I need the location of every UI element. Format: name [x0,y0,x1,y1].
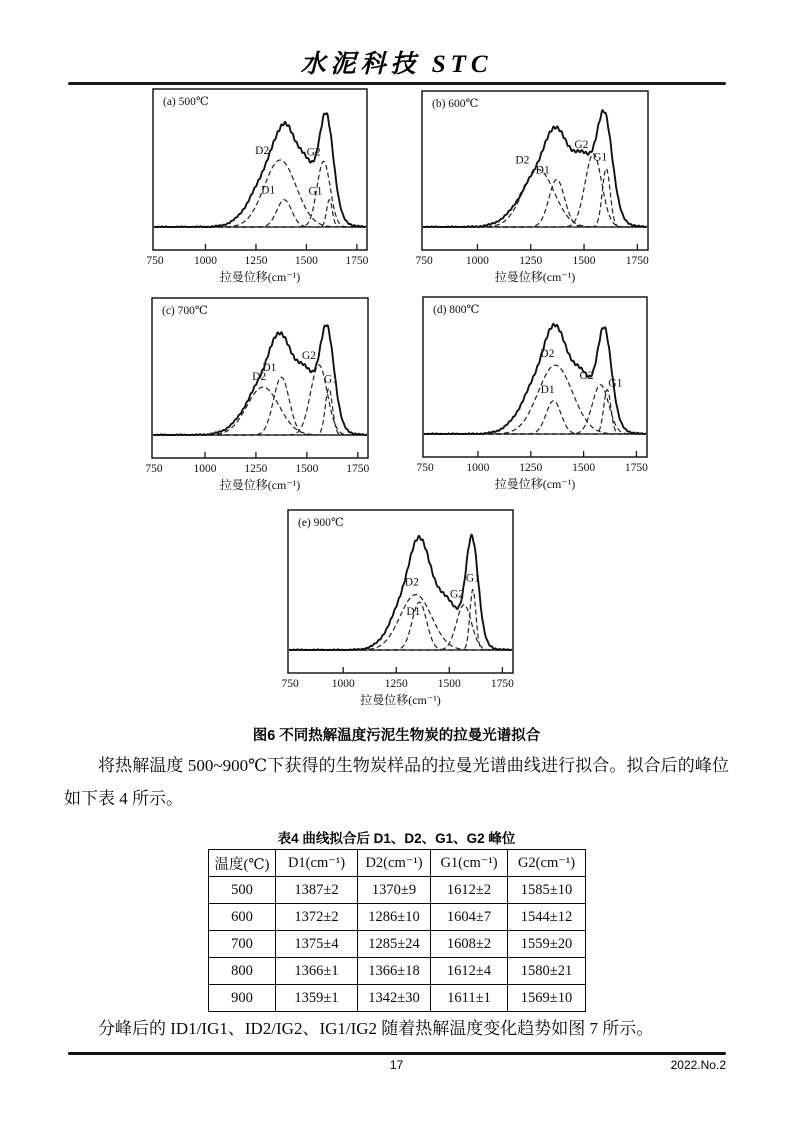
table-header-cell: 温度(℃) [209,850,276,877]
table-cell: 1366±18 [358,958,431,985]
table-row [209,904,586,931]
band-label-D1: D1 [261,184,276,197]
figure-6-caption: 图6 不同热解温度污泥生物炭的拉曼光谱拟合 [252,728,541,744]
band-label-D2: D2 [515,154,530,167]
x-tick-label: 750 [416,462,434,474]
raman-plot-d [397,289,673,497]
panel-label: (d) 800℃ [433,304,480,316]
experimental-curve [423,110,647,227]
raman-plot-c [126,290,394,498]
issue-label: 2022.No.2 [670,1058,726,1072]
raman-plot-b [396,83,674,290]
x-tick-label: 1500 [294,255,318,267]
paragraph-fitting-intro: 将热解温度 500~900℃下获得的生物炭样品的拉曼光谱曲线进行拟合。拟合后的峰位如下表 4 所示。 [64,756,729,808]
journal-title: 水泥科技 STC [300,51,493,78]
experimental-curve [154,113,366,227]
table-cell: 1612±2 [431,877,508,904]
table-cell: 1375±4 [276,931,358,958]
band-label-G2: G2 [449,588,465,601]
x-tick-label: 1000 [331,678,355,690]
table-cell: 700 [209,931,276,958]
x-axis-title: 拉曼位移(cm⁻¹) [494,477,576,491]
table-row [209,931,586,958]
band-curve-G1 [424,390,646,434]
band-label-D2: D2 [255,145,270,157]
table-4-peak-positions [208,849,586,1012]
table-cell: 1612±4 [431,958,508,985]
band-label-G1: G1 [308,185,323,198]
page-number: 17 [389,1058,404,1072]
x-tick-label: 1000 [193,463,217,475]
table-4-title: 表4 曲线拟合后 D1、D2、G1、G2 峰位 [277,831,516,846]
x-tick-label: 1500 [295,463,319,475]
table-cell: 1286±10 [358,904,431,931]
band-curve-G1 [289,590,512,650]
raman-plot-a [127,81,393,290]
panel-label: (e) 900℃ [298,517,344,529]
x-tick-label: 1750 [345,255,369,267]
band-label-D2: D2 [404,576,419,589]
band-label-G2: G2 [306,146,321,159]
paragraph-trend-note: 分峰后的 ID1/IG1、ID2/IG2、IG1/IG2 随着热解温度变化趋势如图 7 所示。 [98,1019,654,1038]
band-label-D1: D1 [540,383,555,396]
table-cell: 1611±1 [431,985,508,1012]
x-axis-title: 拉曼位移(cm⁻¹) [219,270,301,284]
band-label-D1: D1 [406,606,421,619]
band-label-G1: G1 [465,572,480,585]
table-cell: 500 [209,877,276,904]
x-tick-label: 750 [415,255,433,267]
x-tick-label: 1500 [572,462,596,474]
table-row [209,985,586,1012]
band-label-D1: D1 [262,362,277,375]
x-tick-label: 1750 [490,678,514,690]
x-tick-label: 1250 [244,463,268,475]
table-cell: 1544±12 [508,904,586,931]
table-cell: 1559±20 [508,931,586,958]
band-label-G2: G2 [579,369,594,382]
table-cell: 1608±2 [431,931,508,958]
x-tick-label: 1000 [466,462,490,474]
raman-plot-e [262,502,539,713]
x-tick-label: 1250 [519,462,543,474]
band-label-D1: D1 [535,164,550,177]
band-label-G1: G1 [323,373,338,386]
table-cell: 1342±30 [358,985,431,1012]
table-header-cell: G1(cm⁻¹) [431,850,508,877]
table-cell: 900 [209,985,276,1012]
x-axis-title: 拉曼位移(cm⁻¹) [360,693,441,707]
band-curve-G1 [153,388,367,435]
table-cell: 1585±10 [508,877,586,904]
band-label-G1: G1 [608,377,623,390]
band-label-G1: G1 [593,151,608,164]
band-label-D2: D2 [540,348,555,361]
x-tick-label: 1750 [346,463,370,475]
x-tick-label: 1500 [572,255,596,267]
x-tick-label: 1250 [519,255,543,267]
table-row [209,877,586,904]
band-curve-G1 [423,169,647,228]
x-tick-label: 1500 [437,678,461,690]
table-cell: 1580±21 [508,958,586,985]
table-header-cell: G2(cm⁻¹) [508,850,586,877]
band-curve-G2 [424,385,646,434]
x-tick-label: 750 [145,463,163,475]
table-cell: 1285±24 [358,931,431,958]
band-label-G2: G2 [301,349,316,362]
x-axis-title: 拉曼位移(cm⁻¹) [219,478,301,492]
x-tick-label: 1000 [465,255,489,267]
x-tick-label: 1750 [624,462,648,474]
x-tick-label: 1250 [384,678,408,690]
table-cell: 1569±10 [508,985,586,1012]
table-header-cell: D1(cm⁻¹) [276,850,358,877]
panel-label: (b) 600℃ [432,98,479,110]
table-header-row [209,850,586,877]
x-axis-title: 拉曼位移(cm⁻¹) [494,270,576,284]
panel-label: (c) 700℃ [162,305,208,317]
x-tick-label: 750 [281,678,299,690]
footer-rule [68,1052,726,1055]
band-curve-D1 [154,200,366,227]
table-cell: 800 [209,958,276,985]
table-row [209,958,586,985]
band-curve-G2 [289,605,512,650]
band-curve-G1 [154,200,366,227]
table-cell: 1604±7 [431,904,508,931]
table-cell: 1366±1 [276,958,358,985]
table-cell: 1370±9 [358,877,431,904]
table-cell: 1359±1 [276,985,358,1012]
table-cell: 600 [209,904,276,931]
band-curve-D1 [423,179,647,227]
experimental-curve [289,535,512,650]
table-cell: 1387±2 [276,877,358,904]
panel-label: (a) 500℃ [163,96,209,108]
table-cell: 1372±2 [276,904,358,931]
band-curve-D2 [153,387,367,435]
x-tick-label: 1000 [194,255,217,267]
table-header-cell: D2(cm⁻¹) [358,850,431,877]
band-label-G2: G2 [574,138,589,151]
x-tick-label: 1750 [625,255,649,267]
band-label-D2: D2 [252,371,267,383]
x-tick-label: 1250 [244,255,268,267]
x-tick-label: 750 [146,255,164,267]
